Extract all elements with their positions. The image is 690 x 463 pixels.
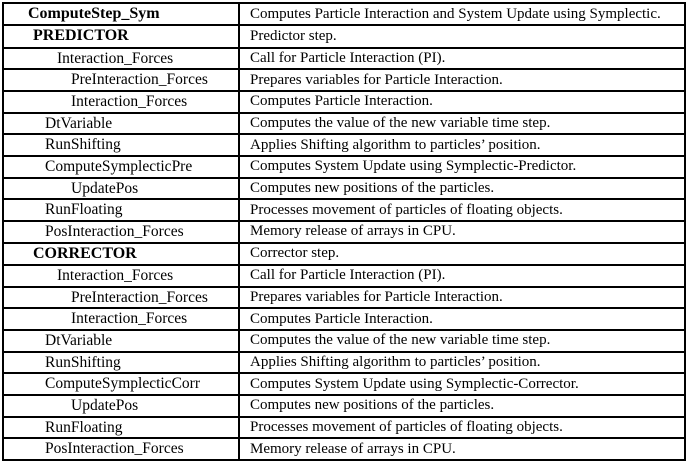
table-row xyxy=(3,221,685,243)
step-name: RunFloating xyxy=(45,418,123,436)
function-call-table-body xyxy=(3,3,685,460)
step-name-cell xyxy=(3,156,239,178)
step-name-cell xyxy=(3,221,239,243)
table-row xyxy=(3,373,685,395)
table-row xyxy=(3,395,685,417)
step-name-cell xyxy=(3,134,239,156)
step-name: Interaction_Forces xyxy=(71,310,188,328)
step-name: ComputeStep_Sym xyxy=(28,5,160,23)
function-call-table xyxy=(2,2,686,461)
step-name: ComputeSymplecticCorr xyxy=(45,375,200,393)
table-row xyxy=(3,265,685,287)
step-description: Prepares variables for Particle Interaction. xyxy=(250,288,503,305)
table-row xyxy=(3,287,685,309)
step-description-cell xyxy=(239,287,685,309)
step-name: Interaction_Forces xyxy=(71,92,188,110)
step-description: Computes Particle Interaction. xyxy=(250,310,433,327)
step-description-cell xyxy=(239,156,685,178)
step-description: Processes movement of particles of floating objects. xyxy=(250,418,563,435)
table-row xyxy=(3,25,685,47)
step-name-cell xyxy=(3,178,239,200)
table-row xyxy=(3,199,685,221)
step-description: Computes the value of the new variable time step. xyxy=(250,332,551,349)
step-description: Processes movement of particles of floating objects. xyxy=(250,201,563,218)
step-name: RunShifting xyxy=(45,353,121,371)
step-description-cell xyxy=(239,395,685,417)
step-name-cell xyxy=(3,395,239,417)
step-name-cell xyxy=(3,243,239,265)
step-description: Prepares variables for Particle Interaction. xyxy=(250,71,503,88)
step-name-cell xyxy=(3,438,239,460)
step-name-cell xyxy=(3,113,239,135)
step-name-cell xyxy=(3,3,239,25)
table-row xyxy=(3,91,685,113)
step-name: DtVariable xyxy=(45,114,113,132)
step-name: UpdatePos xyxy=(71,179,139,197)
step-description: Computes Particle Interaction. xyxy=(250,93,433,110)
step-name-cell xyxy=(3,373,239,395)
step-name-cell xyxy=(3,417,239,439)
step-description: Computes Particle Interaction and System Update using Symplectic. xyxy=(250,5,661,22)
step-name-cell xyxy=(3,352,239,374)
step-description: Call for Particle Interaction (PI). xyxy=(250,267,446,284)
step-description-cell xyxy=(239,91,685,113)
step-description: Computes new positions of the particles. xyxy=(250,179,495,196)
table-row xyxy=(3,438,685,460)
step-description-cell xyxy=(239,25,685,47)
step-description: Computes System Update using Symplectic-Predictor. xyxy=(250,158,577,175)
step-description-cell xyxy=(239,69,685,91)
step-description-cell xyxy=(239,308,685,330)
table-row xyxy=(3,48,685,70)
table-row xyxy=(3,330,685,352)
table-row xyxy=(3,243,685,265)
table-row xyxy=(3,3,685,25)
step-name-cell xyxy=(3,199,239,221)
step-name: PreInteraction_Forces xyxy=(71,288,208,306)
step-description-cell xyxy=(239,330,685,352)
step-name: Interaction_Forces xyxy=(57,49,174,67)
step-description-cell xyxy=(239,417,685,439)
step-description: Computes System Update using Symplectic-Corrector. xyxy=(250,375,579,392)
step-description-cell xyxy=(239,221,685,243)
step-description-cell xyxy=(239,243,685,265)
step-name: PreInteraction_Forces xyxy=(71,71,208,89)
step-description-cell xyxy=(239,352,685,374)
step-name: DtVariable xyxy=(45,331,113,349)
step-name: Interaction_Forces xyxy=(57,266,174,284)
step-description: Call for Particle Interaction (PI). xyxy=(250,49,446,66)
step-name: PREDICTOR xyxy=(33,27,129,45)
step-name: ComputeSymplecticPre xyxy=(45,158,193,175)
step-name: UpdatePos xyxy=(71,397,139,414)
step-description-cell xyxy=(239,113,685,135)
table-row xyxy=(3,113,685,135)
step-name: RunFloating xyxy=(45,201,123,219)
step-name-cell xyxy=(3,69,239,91)
step-description-cell xyxy=(239,438,685,460)
step-name: CORRECTOR xyxy=(33,244,137,262)
table-row xyxy=(3,69,685,91)
step-name: PosInteraction_Forces xyxy=(45,440,184,458)
step-description-cell xyxy=(239,48,685,70)
step-description: Corrector step. xyxy=(250,245,340,262)
table-row xyxy=(3,156,685,178)
step-name-cell xyxy=(3,48,239,70)
step-description: Memory release of arrays in CPU. xyxy=(250,223,456,240)
step-description: Memory release of arrays in CPU. xyxy=(250,440,456,457)
step-description: Computes the value of the new variable time step. xyxy=(250,114,551,131)
step-name: RunShifting xyxy=(45,136,121,154)
step-description-cell xyxy=(239,373,685,395)
step-name: PosInteraction_Forces xyxy=(45,223,184,241)
step-description-cell xyxy=(239,178,685,200)
step-name-cell xyxy=(3,91,239,113)
step-name-cell xyxy=(3,25,239,47)
step-description: Applies Shifting algorithm to particles’ position. xyxy=(250,353,541,370)
step-name-cell xyxy=(3,287,239,309)
table-row xyxy=(3,417,685,439)
table-row xyxy=(3,308,685,330)
step-description-cell xyxy=(239,265,685,287)
step-description-cell xyxy=(239,199,685,221)
step-description-cell xyxy=(239,134,685,156)
step-description: Applies Shifting algorithm to particles’ position. xyxy=(250,136,541,153)
table-row xyxy=(3,134,685,156)
step-name-cell xyxy=(3,308,239,330)
table-row xyxy=(3,352,685,374)
step-description-cell xyxy=(239,3,685,25)
step-description: Predictor step. xyxy=(250,27,337,44)
table-row xyxy=(3,178,685,200)
step-name-cell xyxy=(3,265,239,287)
step-name-cell xyxy=(3,330,239,352)
step-description: Computes new positions of the particles. xyxy=(250,397,495,414)
